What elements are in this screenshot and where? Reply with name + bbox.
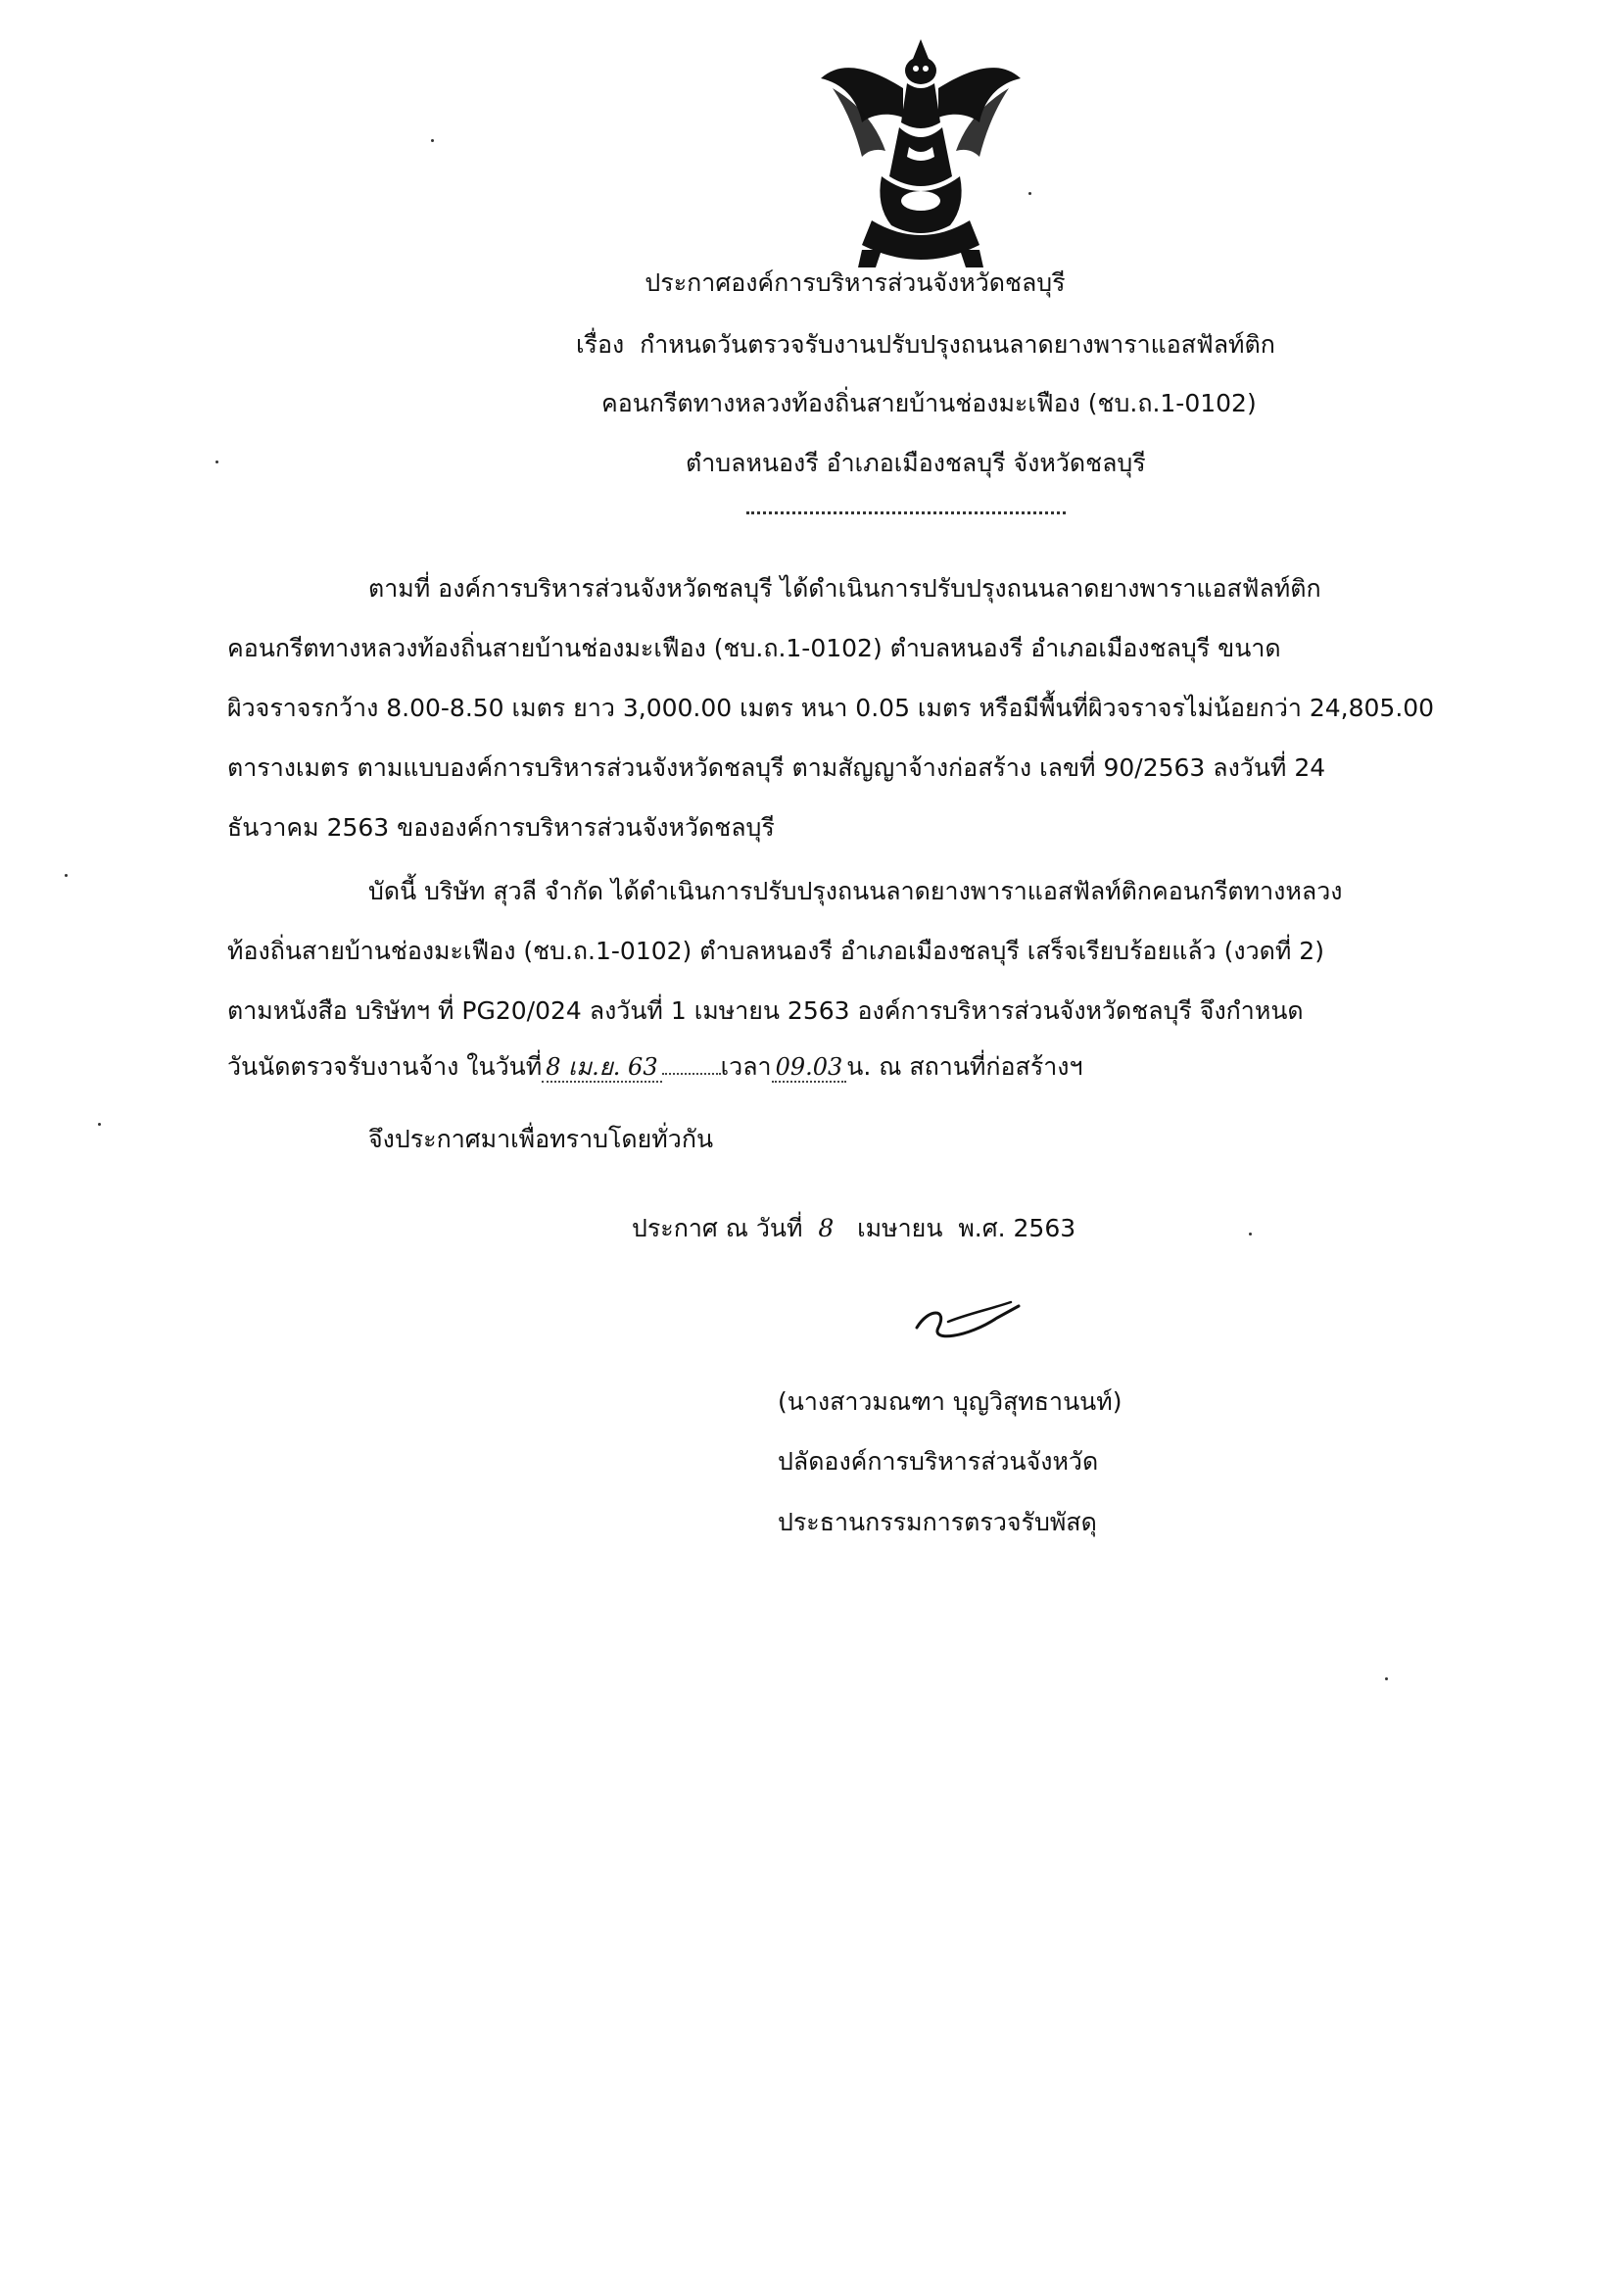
scan-speck: [98, 1123, 101, 1126]
appointment-prefix: วันนัดตรวจรับงานจ้าง ในวันที่: [227, 1052, 543, 1081]
subject-line-3: ตำบลหนองรี อำเภอเมืองชลบุรี จังหวัดชลบุรี: [686, 449, 1146, 477]
date-era: พ.ศ. 2563: [958, 1214, 1076, 1242]
handwritten-signature-icon: [909, 1288, 1027, 1347]
date-prefix: ประกาศ ณ วันที่: [632, 1214, 803, 1242]
subject-line-1: [576, 328, 1275, 362]
subject-text-1: กำหนดวันตรวจรับงานปรับปรุงถนนลาดยางพาราแอสฟัลท์ติก: [640, 330, 1275, 359]
appointment-date-handwritten: 8 เม.ย. 63: [542, 1053, 661, 1083]
date-day-handwritten: 8: [818, 1214, 835, 1242]
announcement-date: [632, 1212, 1075, 1245]
scan-speck: [431, 139, 434, 142]
signatory-position-1: ปลัดองค์การบริหารส่วนจังหวัด: [778, 1447, 1099, 1476]
closing-statement: จึงประกาศมาเพื่อทราบโดยทั่วกัน: [368, 1125, 714, 1153]
signatory-name: (นางสาวมณฑา บุญวิสุทธานนท์): [778, 1387, 1122, 1416]
paragraph-1-line-1: ตามที่ องค์การบริหารส่วนจังหวัดชลบุรี ได้ดำเนินการปรับปรุงถนนลาดยางพาราแอสฟัลท์ติก: [368, 574, 1321, 603]
dotted-fill: [662, 1053, 721, 1075]
paragraph-2-line-3: ตามหนังสือ บริษัทฯ ที่ PG20/024 ลงวันที่ 1 เมษายน 2563 องค์การบริหารส่วนจังหวัดชลบุรี จึงกำหนด: [227, 996, 1304, 1025]
paragraph-1-line-2: คอนกรีตทางหลวงท้องถิ่นสายบ้านช่องมะเฟือง (ชบ.ถ.1-0102) ตำบลหนองรี อำเภอเมืองชลบุรี ขนาด: [227, 634, 1281, 662]
paragraph-2-line-4: [227, 1050, 1083, 1084]
subject-label: เรื่อง: [576, 330, 625, 359]
paragraph-2-line-2: ท้องถิ่นสายบ้านช่องมะเฟือง (ชบ.ถ.1-0102) ตำบลหนองรี อำเภอเมืองชลบุรี เสร็จเรียบร้อยแล้ว (งวดที่ 2): [227, 937, 1324, 965]
scan-speck: [1249, 1233, 1252, 1235]
paragraph-1-line-3: ผิวจราจรกว้าง 8.00-8.50 เมตร ยาว 3,000.00 เมตร หนา 0.05 เมตร หรือมีพื้นที่ผิวจราจรไม่น้อยกว่า 24,805.00: [227, 694, 1435, 722]
paragraph-1-line-5: ธันวาคม 2563 ขององค์การบริหารส่วนจังหวัดชลบุรี: [227, 813, 775, 842]
appointment-suffix: น. ณ สถานที่ก่อสร้างฯ: [846, 1052, 1083, 1081]
announcement-title: ประกาศองค์การบริหารส่วนจังหวัดชลบุรี: [645, 268, 1066, 297]
time-label: เวลา: [720, 1052, 772, 1081]
appointment-time-handwritten: 09.03: [772, 1053, 847, 1083]
scan-speck: [65, 874, 68, 877]
scan-speck: [215, 460, 218, 463]
paragraph-2-line-1: บัดนี้ บริษัท สุวลี จำกัด ได้ดำเนินการปรับปรุงถนนลาดยางพาราแอสฟัลท์ติกคอนกรีตทางหลวง: [368, 877, 1343, 905]
header-divider: [746, 511, 1066, 514]
scan-speck: [1385, 1677, 1388, 1680]
signatory-position-2: ประธานกรรมการตรวจรับพัสดุ: [778, 1508, 1097, 1536]
date-month: เมษายน: [857, 1214, 943, 1242]
scan-speck: [1028, 192, 1031, 195]
garuda-emblem-icon: [813, 29, 1028, 274]
paragraph-1-line-4: ตารางเมตร ตามแบบองค์การบริหารส่วนจังหวัดชลบุรี ตามสัญญาจ้างก่อสร้าง เลขที่ 90/2563 ลงวันที่ 24: [227, 753, 1326, 782]
subject-line-2: คอนกรีตทางหลวงท้องถิ่นสายบ้านช่องมะเฟือง (ชบ.ถ.1-0102): [601, 389, 1257, 417]
